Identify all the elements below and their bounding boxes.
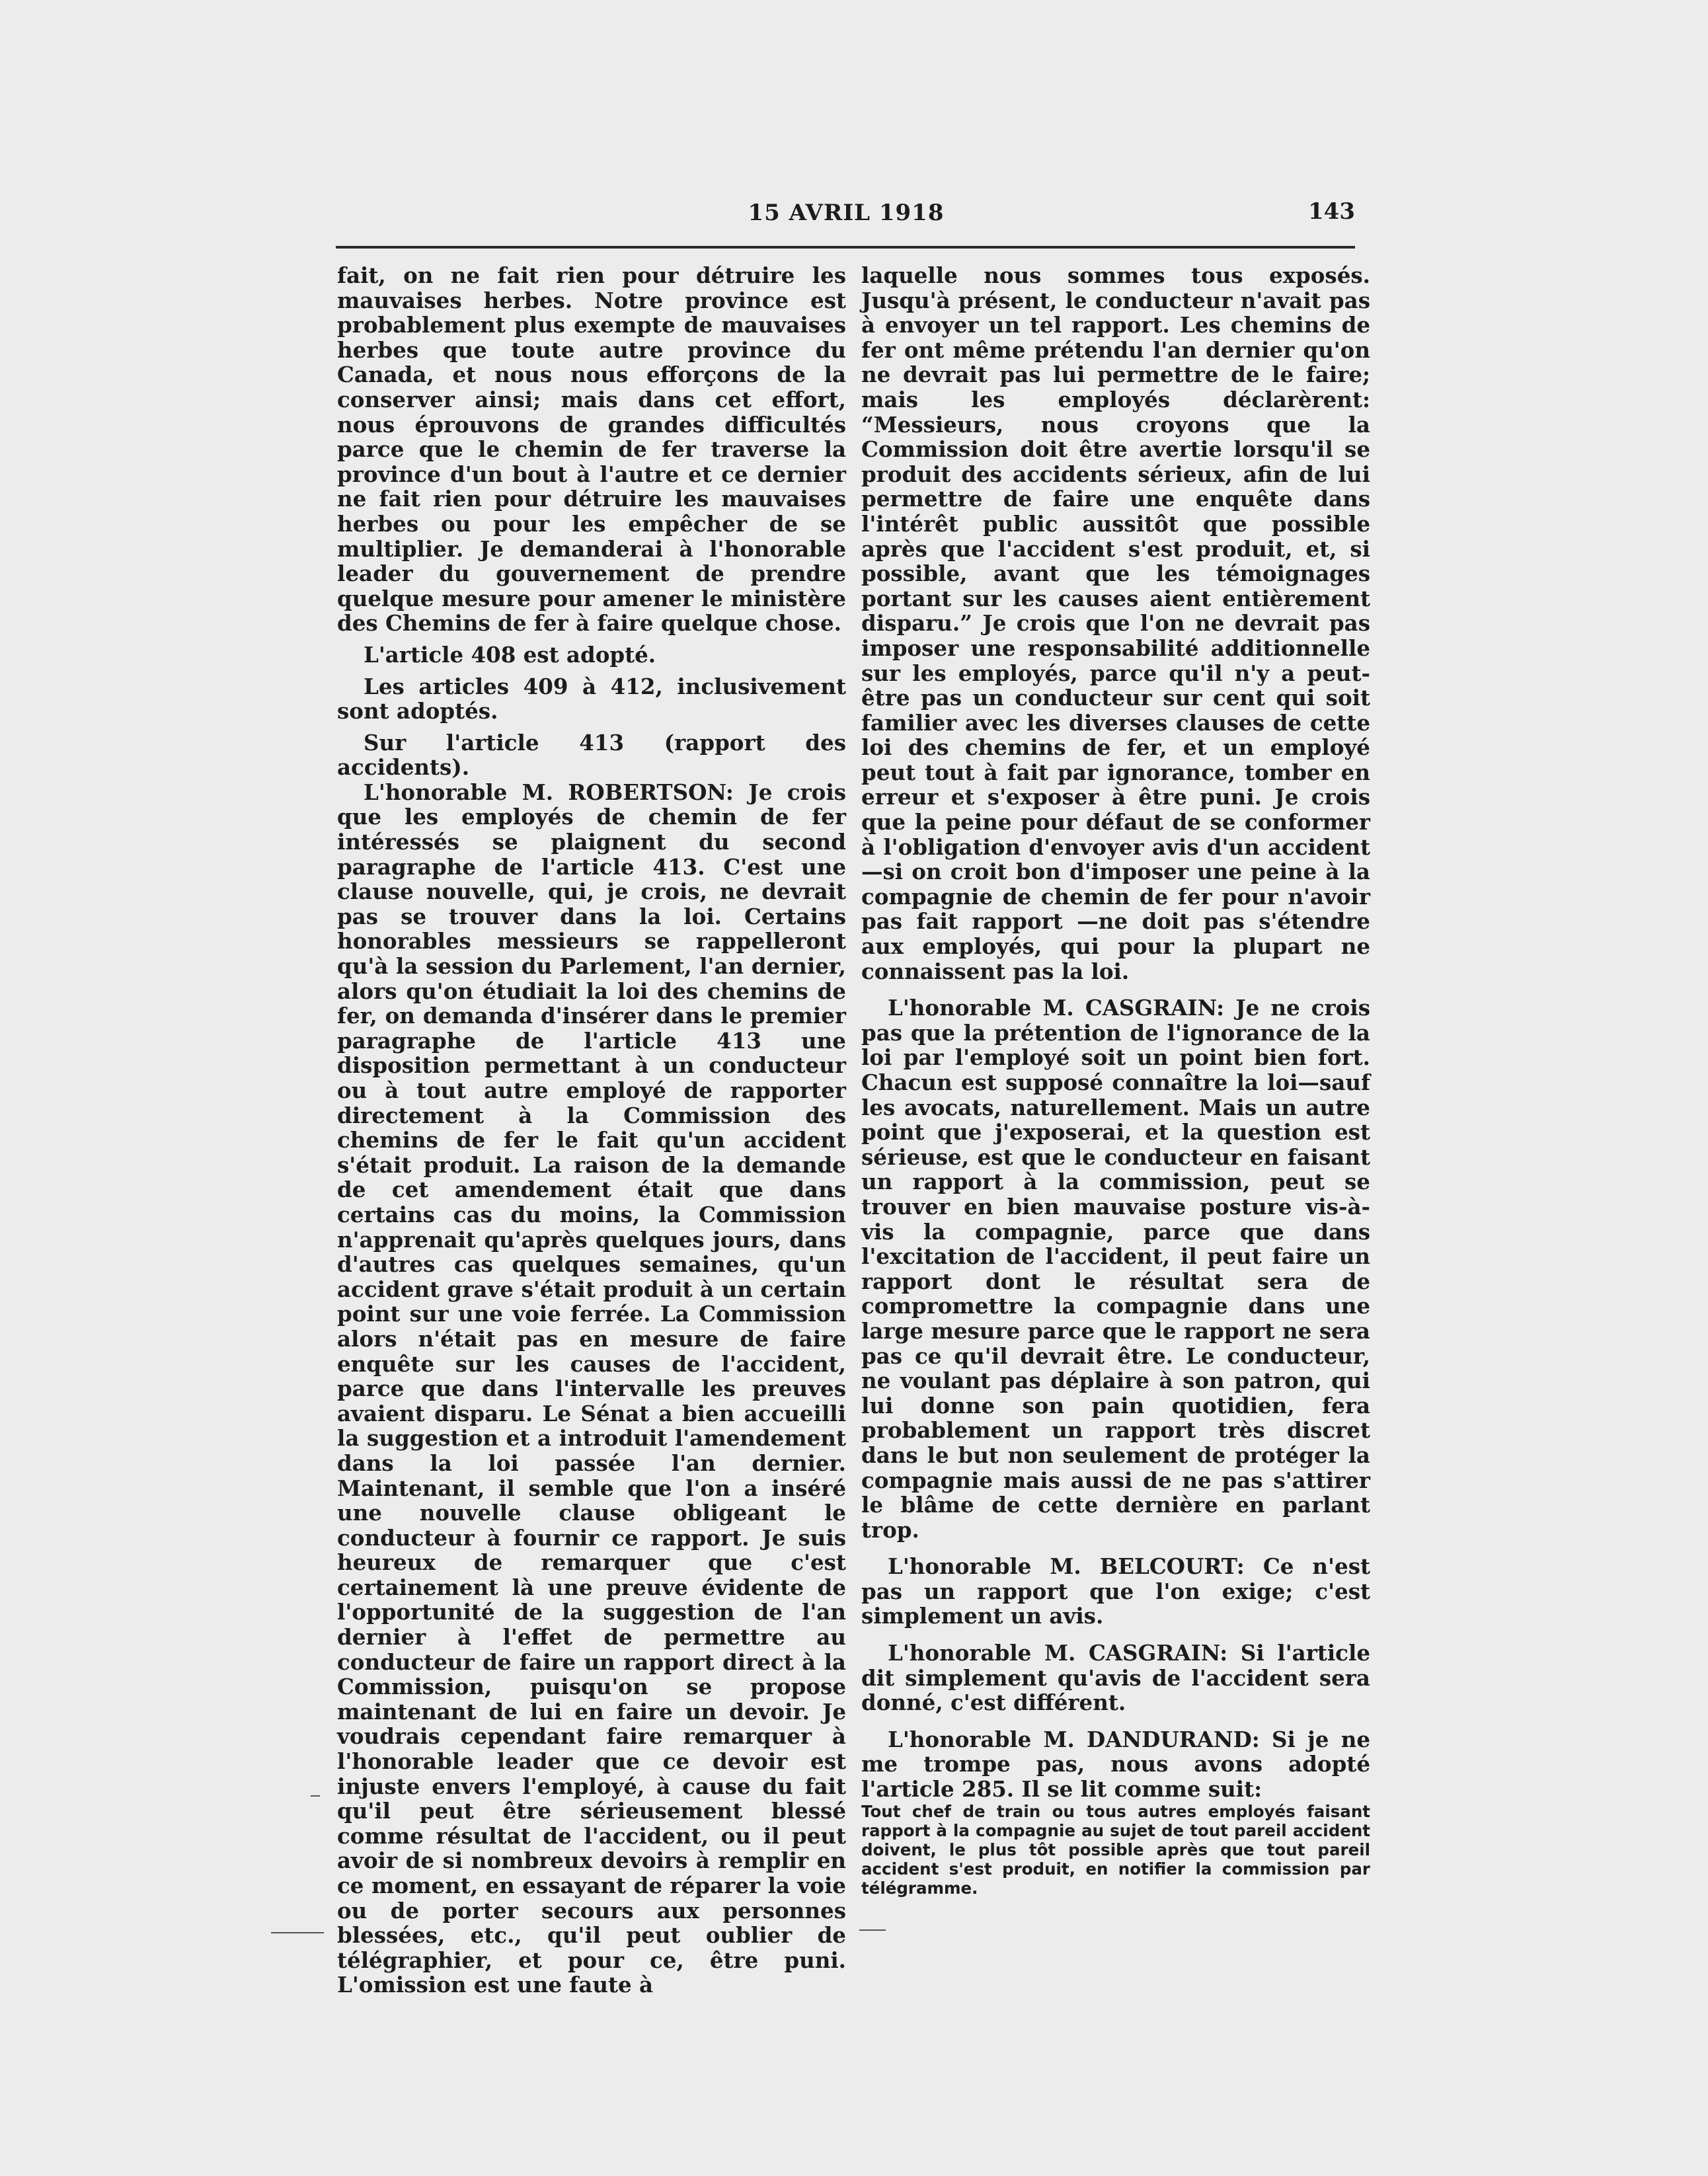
paragraph: L'honorable M. ROBERTSON: Je crois que les employés de chemin de fer intéressés se plaignent du second paragraphe de l'article 413. C'est une clause nouvelle, qui, je crois, ne devrait pas se trouver dans la loi. Certains honorables messieurs se rappelleront qu'à la session du Parlement, l'an dernier, alors qu'on étudiait la loi des chemins de fer, on demanda d'insérer dans le premier paragraphe de l'article 413 une disposition permettant à un conducteur ou à tout autre employé de rapporter directement à la Commission des chemins de fer le fait qu'un accident s'était produit. La raison de la demande de cet amendement était que dans certains cas du moins, la Commission n'apprenait qu'après quelques jours, dans d'autres cas quelques semaines, qu'un accident grave s'était produit à un certain point sur une voie ferrée. La Commission alors n'était pas en mesure de faire enquête sur les causes de l'accident, parce que dans l'intervalle les preuves avaient disparu. Le Sénat a bien accueilli la suggestion et a introduit l'amendement dans la loi passée l'an dernier. Maintenant, il semble que l'on a inséré une nouvelle clause obligeant le conducteur à fournir ce rapport. Je suis heureux de remarquer que c'est certainement là une preuve évidente de l'opportunité de la suggestion de l'an dernier à l'effet de permettre au conducteur de faire un rapport direct à la Commission, puisqu'on se propose maintenant de lui en faire un devoir. Je voudrais cependant faire remarquer à l'honorable leader que ce devoir est injuste envers l'employé, à cause du fait qu'il peut être sérieusement blessé comme résultat de l'accident, ou il peut avoir de si nombreux devoirs à remplir en ce moment, en essayant de réparer la voie ou de porter secours aux personnes blessées, etc., qu'il peut oublier de télégraphier, et pour ce, être puni. L'omission est une faute à [337,779,846,1998]
statute-quote: Tout chef de train ou tous autres employés faisant rapport à la compagnie au sujet de tout pareil accident doivent, le plus tôt possible après que tout pareil accident s'est produit, en notifier la commission par télégramme. [861,1801,1370,1898]
paragraph: laquelle nous sommes tous exposés. Jusqu'à présent, le conducteur n'avait pas à envoyer un tel rapport. Les chemins de fer ont même prétendu l'an dernier qu'on ne devrait pas lui permettre de le faire; mais les employés déclarèrent: “Messieurs, nous croyons que la Commission doit être avertie lorsqu'il se produit des accidents sérieux, afin de lui permettre de faire une enquête dans l'intérêt public aussitôt que possible après que l'accident s'est produit, et, si possible, avant que les témoignages portant sur les causes aient entièrement disparu.” Je crois que l'on ne devrait pas imposer une responsabilité additionnelle sur les employés, parce qu'il n'y a peut-être pas un conducteur sur cent qui soit familier avec les diverses clauses de cette loi des chemins de fer, et un employé peut tout à fait par ignorance, tomber en erreur et s'exposer à être puni. Je crois que la peine pour défaut de se conformer à l'obligation d'envoyer avis d'un accident—si on croit bon d'imposer une peine à la compagnie de chemin de fer pour n'avoir pas fait rapport —ne doit pas s'étendre aux employés, qui pour la plupart ne connaissent pas la loi. [861,262,1370,984]
paragraph: L'honorable M. CASGRAIN: Je ne crois pas que la prétention de l'ignorance de la loi par l'employé soit un point bien fort. Chacun est supposé connaître la loi—sauf les avocats, naturellement. Mais un autre point que j'exposerai, et la question est sérieuse, est que le conducteur en faisant un rapport à la commission, peut se trouver en bien mauvaise posture vis-à-vis la compagnie, parce que dans l'excitation de l'accident, il peut faire un rapport dont le résultat sera de compromettre la compagnie dans une large mesure parce que le rapport ne sera pas ce qu'il devrait être. Le conducteur, ne voulant pas déplaire à son patron, qui lui donne son pain quotidien, fera probablement un rapport très discret dans le but non seulement de protéger la compagnie mais aussi de ne pas s'attirer le blâme de cette dernière en parlant trop. [861,995,1370,1543]
page-header [337,198,1355,238]
page-number: 143 [1308,198,1355,225]
paragraph: Les articles 409 à 412, inclusivement sont adoptés. [337,673,846,724]
paragraph: Sur l'article 413 (rapport des accidents). [337,729,846,781]
paragraph: L'honorable M. BELCOURT: Ce n'est pas un rapport que l'on exige; c'est simplement un avis. [861,1553,1370,1629]
paragraph: L'honorable M. CASGRAIN: Si l'article dit simplement qu'avis de l'accident sera donné, c'est différent. [861,1640,1370,1716]
scan-mark [271,1932,324,1933]
header-rule [336,246,1355,249]
left-column [337,263,846,1998]
scan-mark [859,1929,886,1931]
paragraph: fait, on ne fait rien pour détruire les mauvaises herbes. Notre province est probablement plus exempte de mauvaises herbes que toute autre province du Canada, et nous nous efforçons de la conserver ainsi; mais dans cet effort, nous éprouvons de grandes difficultés parce que le chemin de fer traverse la province d'un bout à l'autre et ce dernier ne fait rien pour détruire les mauvaises herbes ou pour les empêcher de se multiplier. Je demanderai à l'honorable leader du gouvernement de prendre quelque mesure pour amener le ministère des Chemins de fer à faire quelque chose. [337,262,846,637]
header-date: 15 AVRIL 1918 [748,200,945,226]
paragraph: L'article 408 est adopté. [364,641,656,668]
scan-mark [311,1795,320,1797]
paragraph: L'honorable M. DANDURAND: Si je ne me trompe pas, nous avons adopté l'article 285. Il se lit comme suit: [861,1726,1370,1803]
right-column [861,263,1370,1898]
